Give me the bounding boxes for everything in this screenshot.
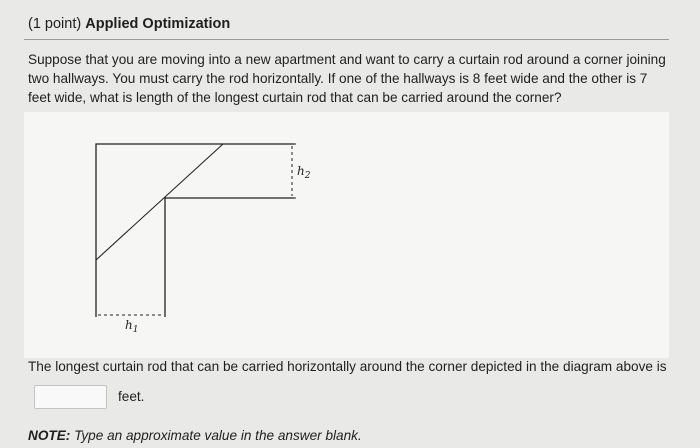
note — [28, 428, 362, 443]
curtain-rod-line — [96, 144, 223, 260]
inner-corner-wall — [165, 198, 294, 317]
answer-input[interactable] — [34, 385, 107, 409]
question-text: Suppose that you are moving into a new apartment and want to carry a curtain rod around a corner joining two hallways. You must carry the rod horizontally. If one of the hallways is 8 feet wide and the other is 7 feet wide, what is length of the longest curtain rod that can be carried around the corner? — [28, 52, 666, 105]
problem-header — [28, 16, 230, 32]
answer-unit: feet. — [118, 389, 145, 404]
note-label: NOTE: — [28, 428, 71, 443]
h1-label: $h_1$ — [125, 318, 139, 335]
problem-title: Applied Optimization — [85, 16, 231, 32]
note-text: Type an approximate value in the answer blank. — [74, 428, 362, 443]
h2-label: $h_2$ — [297, 164, 311, 181]
points-label: (1 point) — [28, 16, 82, 32]
header-divider — [24, 39, 669, 40]
answer-prompt: The longest curtain rod that can be carried horizontally around the corner depicted in the diagram above is — [28, 359, 667, 374]
corner-diagram-svg — [24, 112, 669, 358]
hallway-diagram — [24, 112, 669, 358]
